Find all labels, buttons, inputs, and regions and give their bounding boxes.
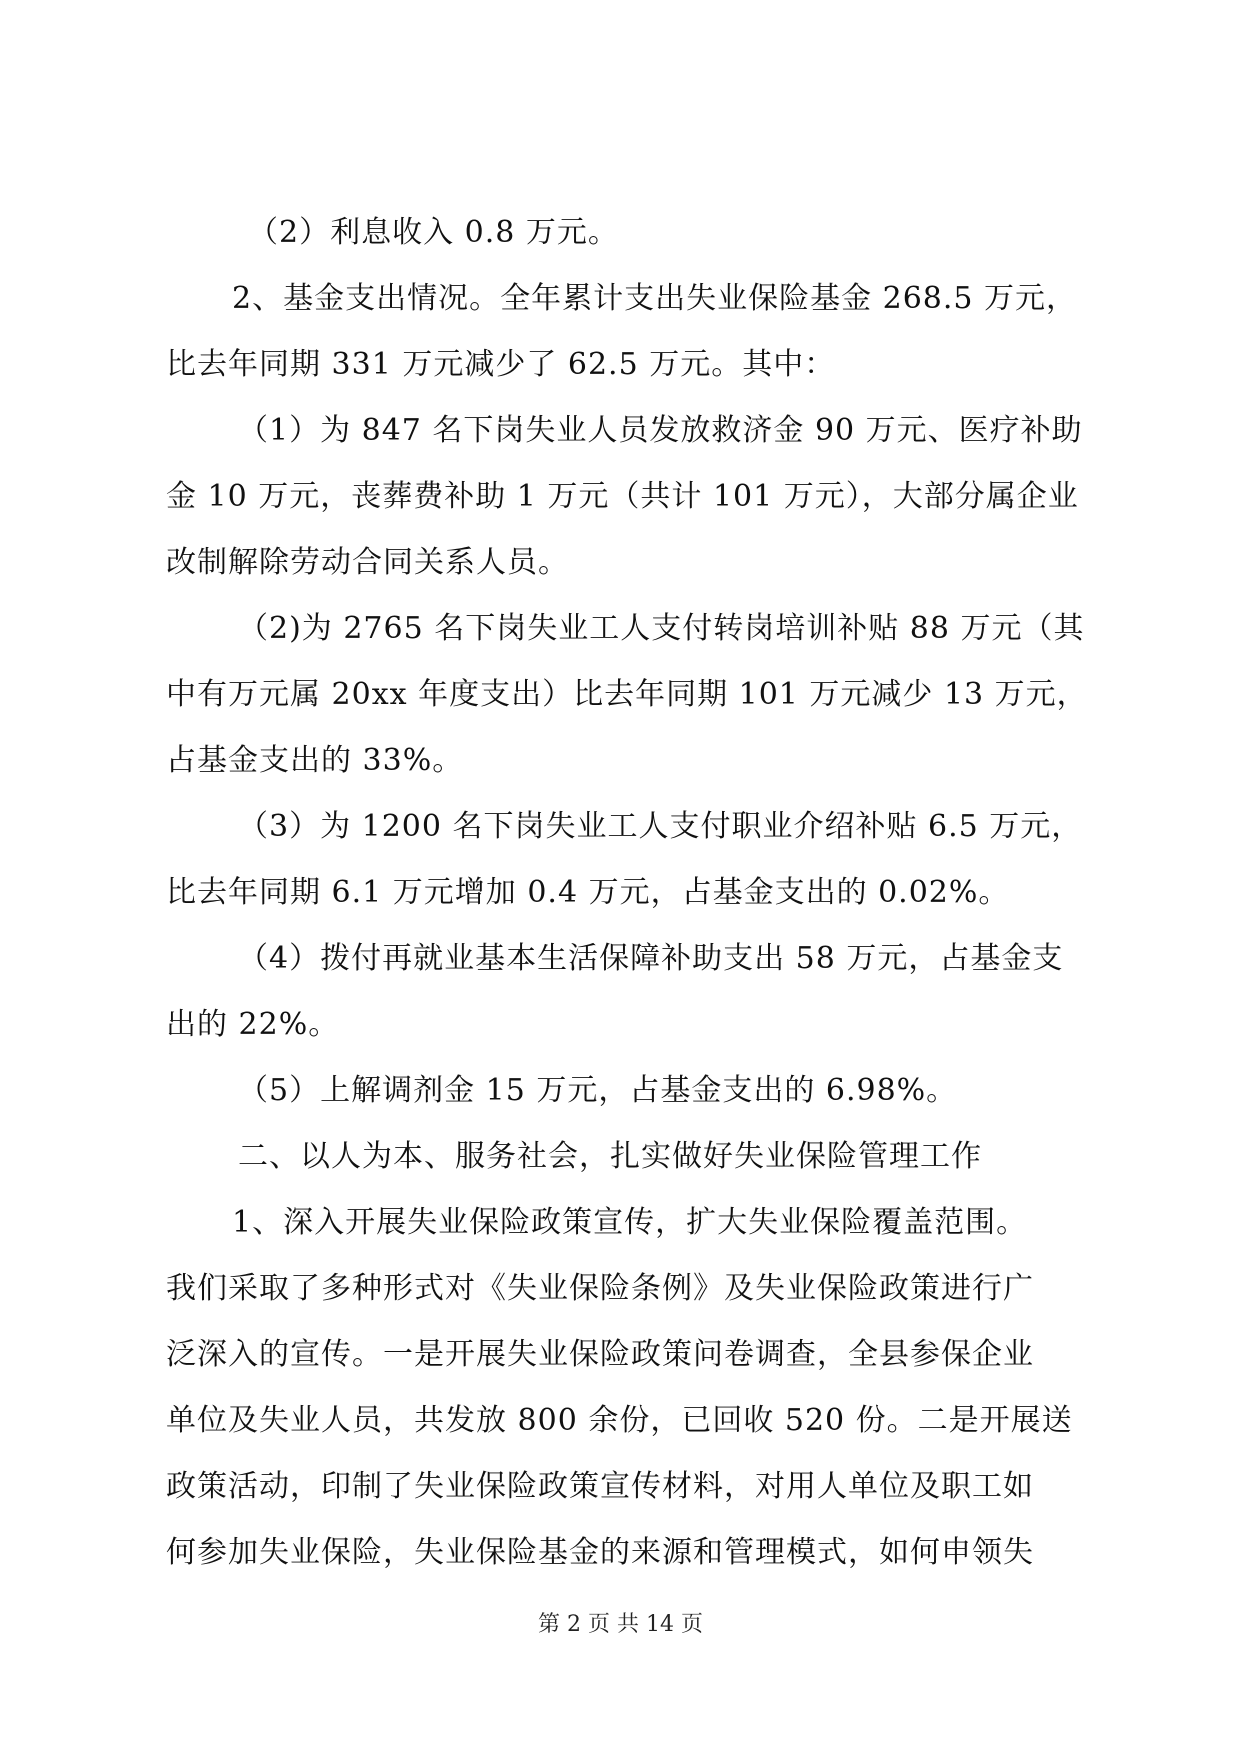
text-line: 2、基金支出情况。全年累计支出失业保险基金 268.5 万元， (232, 281, 1078, 316)
text-line: （4）拨付再就业基本生活保障补助支出 58 万元，占基金支 (238, 941, 1064, 976)
text-line: 改制解除劳动合同关系人员。 (166, 545, 569, 580)
text-line: （3）为 1200 名下岗失业工人支付职业介绍补贴 6.5 万元， (238, 809, 1083, 844)
text-line: 中有万元属 20xx 年度支出）比去年同期 101 万元减少 13 万元， (166, 677, 1088, 712)
section-heading: 二、以人为本、服务社会，扎实做好失业保险管理工作 (238, 1139, 982, 1174)
text-line: 何参加失业保险，失业保险基金的来源和管理模式，如何申领失 (166, 1535, 1034, 1570)
text-line: 政策活动，印制了失业保险政策宣传材料，对用人单位及职工如 (166, 1469, 1034, 1504)
text-line: 占基金支出的 33%。 (166, 743, 464, 778)
page-footer: 第 2 页 共 14 页 (538, 1612, 703, 1637)
text-line: 泛深入的宣传。一是开展失业保险政策问卷调查，全县参保企业 (166, 1337, 1034, 1372)
text-line: 1、深入开展失业保险政策宣传，扩大失业保险覆盖范围。 (232, 1205, 1028, 1240)
text-line: 比去年同期 6.1 万元增加 0.4 万元，占基金支出的 0.02%。 (166, 875, 1010, 910)
text-line: 单位及失业人员，共发放 800 余份，已回收 520 份。二是开展送 (166, 1403, 1073, 1438)
text-line: （2）利息收入 0.8 万元。 (248, 215, 619, 250)
text-line: 金 10 万元，丧葬费补助 1 万元（共计 101 万元），大部分属企业 (166, 479, 1079, 514)
text-line: （2)为 2765 名下岗失业工人支付转岗培训补贴 88 万元（其 (238, 611, 1085, 646)
text-line: 我们采取了多种形式对《失业保险条例》及失业保险政策进行广 (166, 1271, 1034, 1306)
text-line: 出的 22%。 (166, 1007, 340, 1042)
text-line: （5）上解调剂金 15 万元，占基金支出的 6.98%。 (238, 1073, 958, 1108)
text-line: 比去年同期 331 万元减少了 62.5 万元。其中： (166, 347, 836, 382)
text-line: （1）为 847 名下岗失业人员发放救济金 90 万元、医疗补助 (238, 413, 1083, 448)
